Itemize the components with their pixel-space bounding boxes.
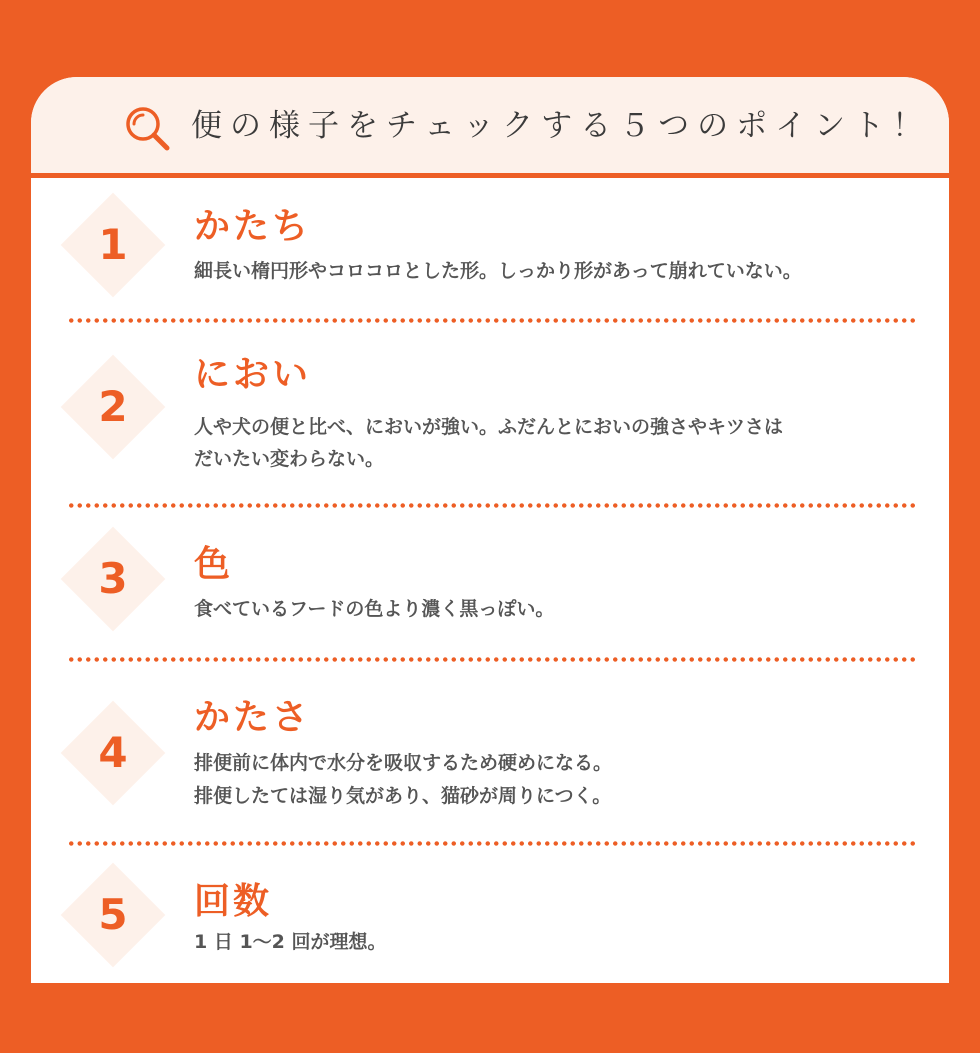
dotted-divider xyxy=(67,503,915,508)
point-title: かたち xyxy=(194,206,312,247)
dotted-divider xyxy=(67,657,915,662)
point-title: 色 xyxy=(194,544,234,585)
dotted-divider xyxy=(67,841,915,846)
point-description-line: 人や犬の便と比べ、においが強い。ふだんとにおいの強さやキツさは xyxy=(194,416,784,438)
point-number-badge xyxy=(61,193,165,297)
point-description-line: 排便したては湿り気があり、猫砂が周りにつく。 xyxy=(194,785,612,807)
point-title: におい xyxy=(194,354,312,395)
point-description-line: 排便前に体内で水分を吸収するため硬めになる。 xyxy=(194,752,613,774)
point-number-badge xyxy=(61,701,165,805)
point-number-badge xyxy=(61,355,165,459)
magnifier-icon xyxy=(124,105,172,153)
dotted-divider xyxy=(67,318,915,323)
point-number: 1 xyxy=(98,220,128,269)
point-title: 回数 xyxy=(194,881,273,922)
point-description-line: 食べているフードの色より濃く黒っぽい。 xyxy=(194,598,555,620)
point-title: かたさ xyxy=(194,697,312,738)
point-number-badge xyxy=(61,863,165,967)
page-title: 便の様子をチェックする５つのポイント！ xyxy=(191,108,932,144)
point-number: 5 xyxy=(98,890,128,939)
points-card xyxy=(31,77,949,983)
point-number-badge xyxy=(61,527,165,631)
point-number: 3 xyxy=(98,554,128,603)
point-description-line: 細長い楕円形やコロコロとした形。しっかり形があって崩れていない。 xyxy=(194,260,802,282)
point-number: 2 xyxy=(98,382,128,431)
point-number: 4 xyxy=(98,728,128,777)
point-description-line: 1 日 1〜2 回が理想。 xyxy=(194,931,387,953)
point-description-line: だいたい変わらない。 xyxy=(194,448,385,470)
card-header xyxy=(31,77,949,178)
